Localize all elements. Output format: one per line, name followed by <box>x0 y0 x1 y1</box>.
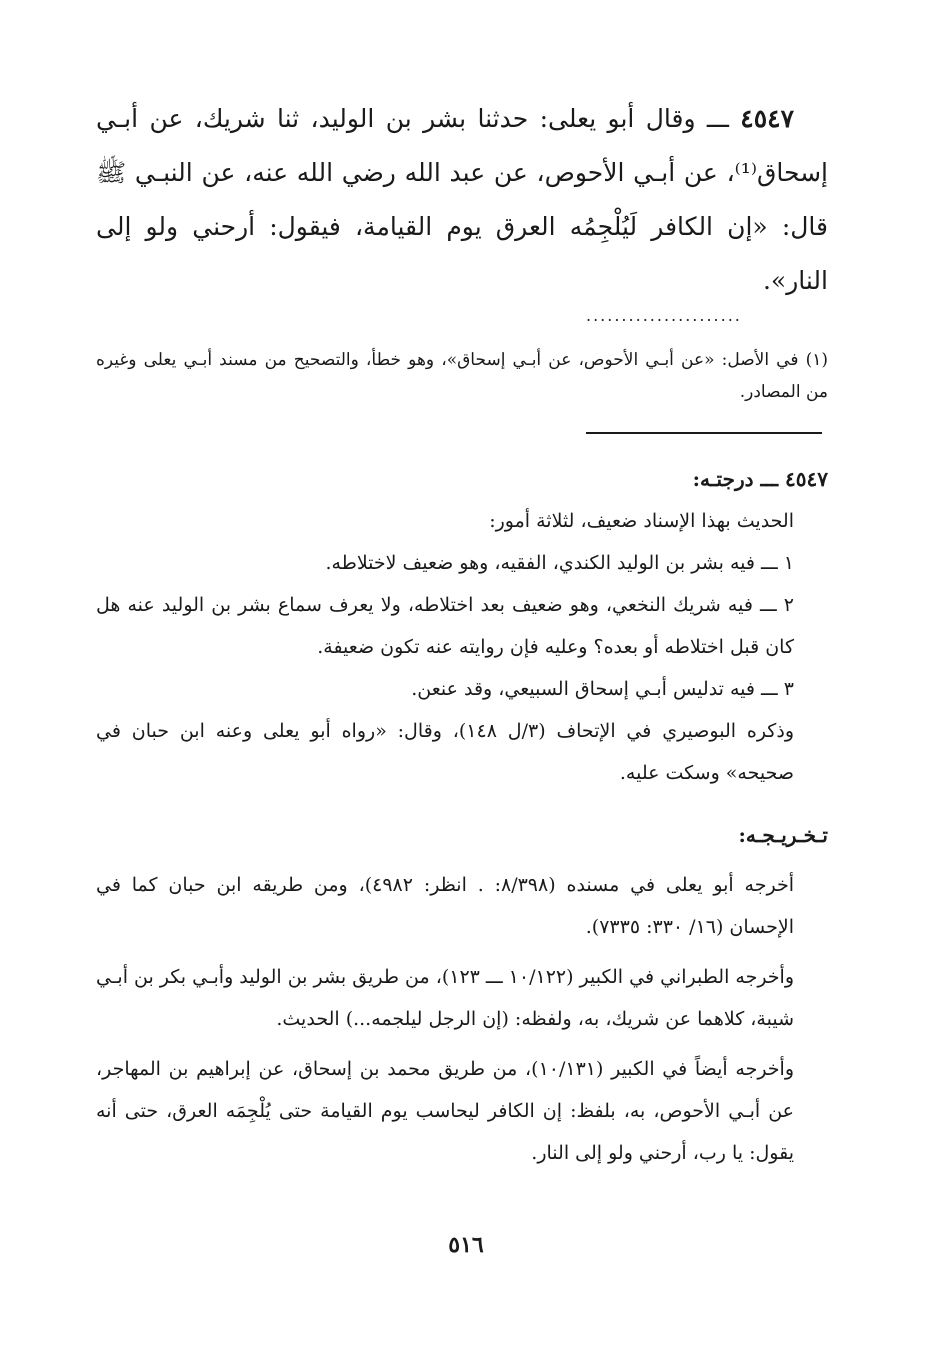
hadith-number: ٤٥٤٧ <box>740 104 794 133</box>
takhrij-section <box>96 814 828 1174</box>
takhrij-paragraph: وأخرجه الطبراني في الكبير (١٠/١٢٢ ـــ ١٢٣)، من طريق بشر بن الوليد وأبـي بكر بن أبـي شيبة، كلاهما عن شريك، به، ولفظه: (إن الرجل ليلجمه...) الحديث. <box>96 966 794 1030</box>
takhrij-paragraph: وأخرجه أيضاً في الكبير (١٠/١٣١)، من طريق محمد بن إسحاق، عن إبراهيم بن المهاجر، عن أبـي الأحوص، به، بلفظ: إن الكافر ليحاسب يوم القيامة حتى يُلْجِمَه العرق، حتى أنه يقول: يا رب، أرحني ولو إلى النار. <box>96 1058 795 1164</box>
grading-heading: ٤٥٤٧ ـــ درجتـه: <box>692 467 828 491</box>
grading-point: ١ ـــ فيه بشر بن الوليد الكندي، الفقيه، وهو ضعيف لاختلاطه. <box>325 552 794 574</box>
hadith-text-block <box>96 92 828 308</box>
footnote-text: (١) في الأصل: «عن أبـي الأحوص، عن أبـي إسحاق»، وهو خطأ، والتصحيح من مسند أبـي يعلى وغيره من المصادر. <box>96 350 828 402</box>
grading-intro: الحديث بهذا الإسناد ضعيف، لثلاثة أمور: <box>489 510 794 532</box>
section-divider <box>586 432 822 434</box>
hadith-body: ـــ وقال أبو يعلى: حدثنا بشر بن الوليد، ثنا شريك، عن أبـي إسحاق⁽¹⁾، عن أبـي الأحوص، عن عبد الله رضي الله عنه، عن النبـي ﷺ قال: «إن الكافر لَيُلْجِمُه العرق يوم القيامة، فيقول: أرحني ولو إلى النار». <box>96 104 828 295</box>
grading-section <box>96 458 828 794</box>
footnote-separator-dots: ...................... <box>586 306 742 325</box>
grading-point: ٣ ـــ فيه تدليس أبـي إسحاق السبيعي، وقد عنعن. <box>411 678 794 700</box>
grading-note: وذكره البوصيري في الإتحاف (٣/ل ١٤٨)، وقال: «رواه أبو يعلى وعنه ابن حبان في صحيحه» وسكت عليه. <box>96 720 794 784</box>
footnote <box>96 344 828 408</box>
takhrij-heading: تـخـريـجـه: <box>738 823 828 847</box>
page-number: ٥١٦ <box>448 1232 484 1258</box>
takhrij-paragraph: أخرجه أبو يعلى في مسنده (٨/٣٩٨: . انظر: ٤٩٨٢)، ومن طريقه ابن حبان كما في الإحسان (١٦/ ٣٣٠: ٧٣٣٥). <box>96 874 794 938</box>
grading-point: ٢ ـــ فيه شريك النخعي، وهو ضعيف بعد اختلاطه، ولا يعرف سماع بشر بن الوليد عنه هل كان قبل اختلاطه أو بعده؟ وعليه فإن روايته عنه تكون ضعيفة. <box>96 594 794 658</box>
